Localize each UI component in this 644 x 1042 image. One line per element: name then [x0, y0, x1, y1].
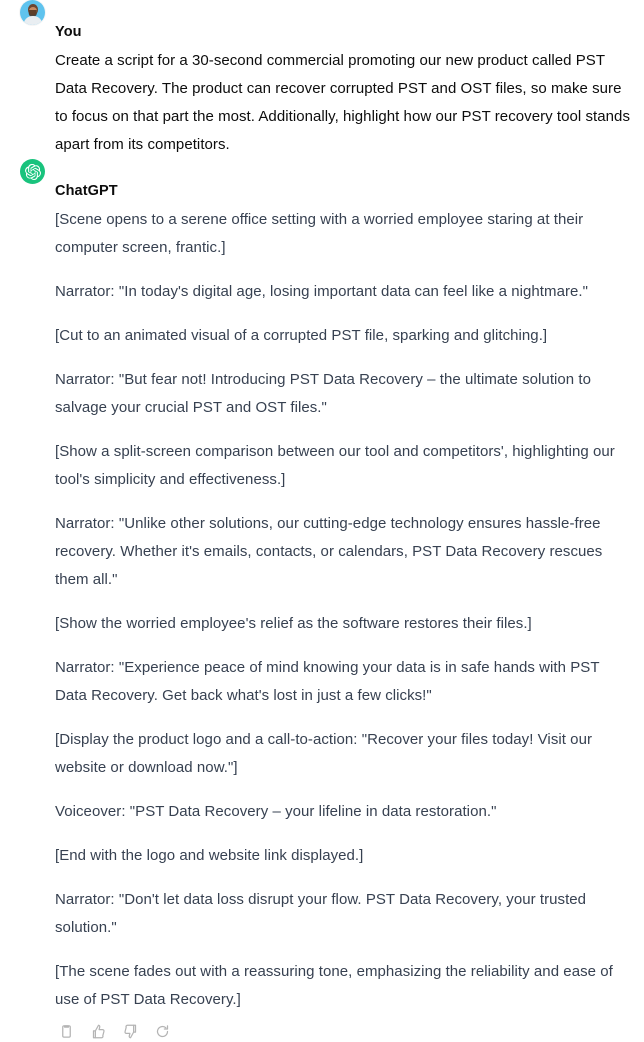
thumbs-down-icon[interactable]: [119, 1020, 141, 1042]
openai-logo-icon: [20, 159, 45, 184]
user-photo-avatar: [20, 0, 45, 25]
message-paragraph: Create a script for a 30-second commercial promoting our new product called PST Data Recovery. The product can recover corrupted PST and OST files, so make sure to focus on that part the most. Additionally, highlight how our PST recovery tool stands apart from its competitors.: [55, 52, 630, 153]
user-sender-name: You: [55, 24, 82, 40]
message-paragraph: Narrator: "Unlike other solutions, our cutting-edge technology ensures hassle-free recovery. Whether it's emails, contacts, or calendars, PST Data Recovery rescues them all.": [55, 515, 603, 588]
assistant-sender-name: ChatGPT: [55, 183, 118, 199]
avatar-body-shape: [23, 16, 42, 25]
assistant-message: [0, 159, 644, 1042]
user-message-body: [55, 47, 634, 159]
regenerate-icon[interactable]: [151, 1020, 173, 1042]
copy-icon[interactable]: [55, 1020, 77, 1042]
assistant-avatar: [20, 159, 45, 184]
message-paragraph: [Cut to an animated visual of a corrupted PST file, sparking and glitching.]: [55, 327, 548, 344]
message-paragraph: [The scene fades out with a reassuring tone, emphasizing the reliability and ease of use of PST Data Recovery.]: [55, 963, 613, 1008]
message-paragraph: Narrator: "Experience peace of mind knowing your data is in safe hands with PST Data Recovery. Get back what's lost in just a few clicks!": [55, 659, 600, 704]
message-paragraph: [End with the logo and website link displayed.]: [55, 847, 364, 864]
user-avatar: [20, 0, 45, 25]
message-paragraph: [Show the worried employee's relief as the software restores their files.]: [55, 615, 532, 632]
thumbs-up-icon[interactable]: [87, 1020, 109, 1042]
message-paragraph: [Scene opens to a serene office setting with a worried employee staring at their computer screen, frantic.]: [55, 211, 584, 256]
user-message: [0, 0, 644, 159]
message-paragraph: Narrator: "But fear not! Introducing PST Data Recovery – the ultimate solution to salvage your crucial PST and OST files.": [55, 371, 592, 416]
message-paragraph: Narrator: "In today's digital age, losing important data can feel like a nightmare.": [55, 283, 588, 300]
assistant-message-body: [55, 206, 634, 1014]
message-paragraph: [Show a split-screen comparison between our tool and competitors', highlighting our tool's simplicity and effectiveness.]: [55, 443, 615, 488]
message-paragraph: Voiceover: "PST Data Recovery – your lifeline in data restoration.": [55, 803, 497, 820]
message-paragraph: Narrator: "Don't let data loss disrupt your flow. PST Data Recovery, your trusted solution.": [55, 891, 587, 936]
message-paragraph: [Display the product logo and a call-to-action: "Recover your files today! Visit our website or download now."]: [55, 731, 593, 776]
message-actions-toolbar: [55, 1020, 634, 1042]
